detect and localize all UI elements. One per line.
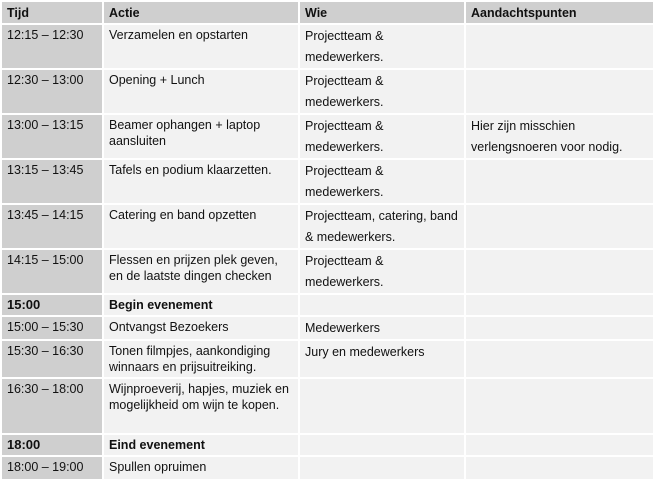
header-aandachtspunten: Aandachtspunten [466, 2, 655, 25]
cell-aandachtspunten: Hier zijn misschien verlengsnoeren voor nodig. [466, 115, 655, 160]
cell-wie: Jury en medewerkers [300, 341, 466, 379]
cell-actie: Verzamelen en opstarten [104, 25, 300, 70]
cell-tijd: 13:15 – 13:45 [2, 160, 104, 205]
table-row [2, 25, 655, 70]
cell-tijd: 18:00 [2, 435, 104, 457]
table-row [2, 250, 655, 295]
cell-aandachtspunten [466, 379, 655, 435]
cell-aandachtspunten [466, 435, 655, 457]
cell-tijd: 16:30 – 18:00 [2, 379, 104, 435]
cell-actie: Tonen filmpjes, aankondiging winnaars en prijsuitreiking. [104, 341, 300, 379]
cell-aandachtspunten [466, 25, 655, 70]
cell-aandachtspunten [466, 205, 655, 250]
cell-wie: Projectteam & medewerkers. [300, 160, 466, 205]
cell-actie: Opening + Lunch [104, 70, 300, 115]
cell-aandachtspunten [466, 295, 655, 317]
cell-wie: Projectteam & medewerkers. [300, 25, 466, 70]
cell-aandachtspunten [466, 341, 655, 379]
cell-actie: Flessen en prijzen plek geven, en de laatste dingen checken [104, 250, 300, 295]
cell-actie: Tafels en podium klaarzetten. [104, 160, 300, 205]
table-row [2, 379, 655, 435]
cell-wie: Projectteam & medewerkers. [300, 115, 466, 160]
cell-wie: Projectteam & medewerkers. [300, 250, 466, 295]
cell-wie [300, 379, 466, 435]
table-row [2, 115, 655, 160]
cell-tijd: 13:45 – 14:15 [2, 205, 104, 250]
table-row [2, 160, 655, 205]
cell-tijd: 15:00 [2, 295, 104, 317]
cell-aandachtspunten [466, 160, 655, 205]
cell-tijd: 14:15 – 15:00 [2, 250, 104, 295]
cell-tijd: 12:15 – 12:30 [2, 25, 104, 70]
header-row [2, 2, 655, 25]
cell-actie: Wijnproeverij, hapjes, muziek en mogelijkheid om wijn te kopen. [104, 379, 300, 435]
header-tijd: Tijd [2, 2, 104, 25]
header-wie: Wie [300, 2, 466, 25]
cell-aandachtspunten [466, 457, 655, 481]
cell-wie: Projectteam, catering, band & medewerkers. [300, 205, 466, 250]
cell-aandachtspunten [466, 250, 655, 295]
table-row-milestone [2, 435, 655, 457]
cell-tijd: 15:30 – 16:30 [2, 341, 104, 379]
cell-actie: Beamer ophangen + laptop aansluiten [104, 115, 300, 160]
cell-tijd: 12:30 – 13:00 [2, 70, 104, 115]
cell-actie: Spullen opruimen [104, 457, 300, 481]
table-row-milestone [2, 295, 655, 317]
cell-actie: Eind evenement [104, 435, 300, 457]
cell-wie [300, 457, 466, 481]
table-row [2, 457, 655, 481]
cell-wie [300, 435, 466, 457]
cell-aandachtspunten [466, 317, 655, 341]
cell-tijd: 15:00 – 15:30 [2, 317, 104, 341]
cell-actie: Catering en band opzetten [104, 205, 300, 250]
table-row [2, 341, 655, 379]
table-row [2, 70, 655, 115]
cell-actie: Ontvangst Bezoekers [104, 317, 300, 341]
cell-wie: Projectteam & medewerkers. [300, 70, 466, 115]
cell-tijd: 13:00 – 13:15 [2, 115, 104, 160]
cell-actie: Begin evenement [104, 295, 300, 317]
cell-tijd: 18:00 – 19:00 [2, 457, 104, 481]
cell-wie [300, 295, 466, 317]
cell-aandachtspunten [466, 70, 655, 115]
schedule-table [2, 2, 655, 481]
table-row [2, 205, 655, 250]
table-row [2, 317, 655, 341]
header-actie: Actie [104, 2, 300, 25]
cell-wie: Medewerkers [300, 317, 466, 341]
